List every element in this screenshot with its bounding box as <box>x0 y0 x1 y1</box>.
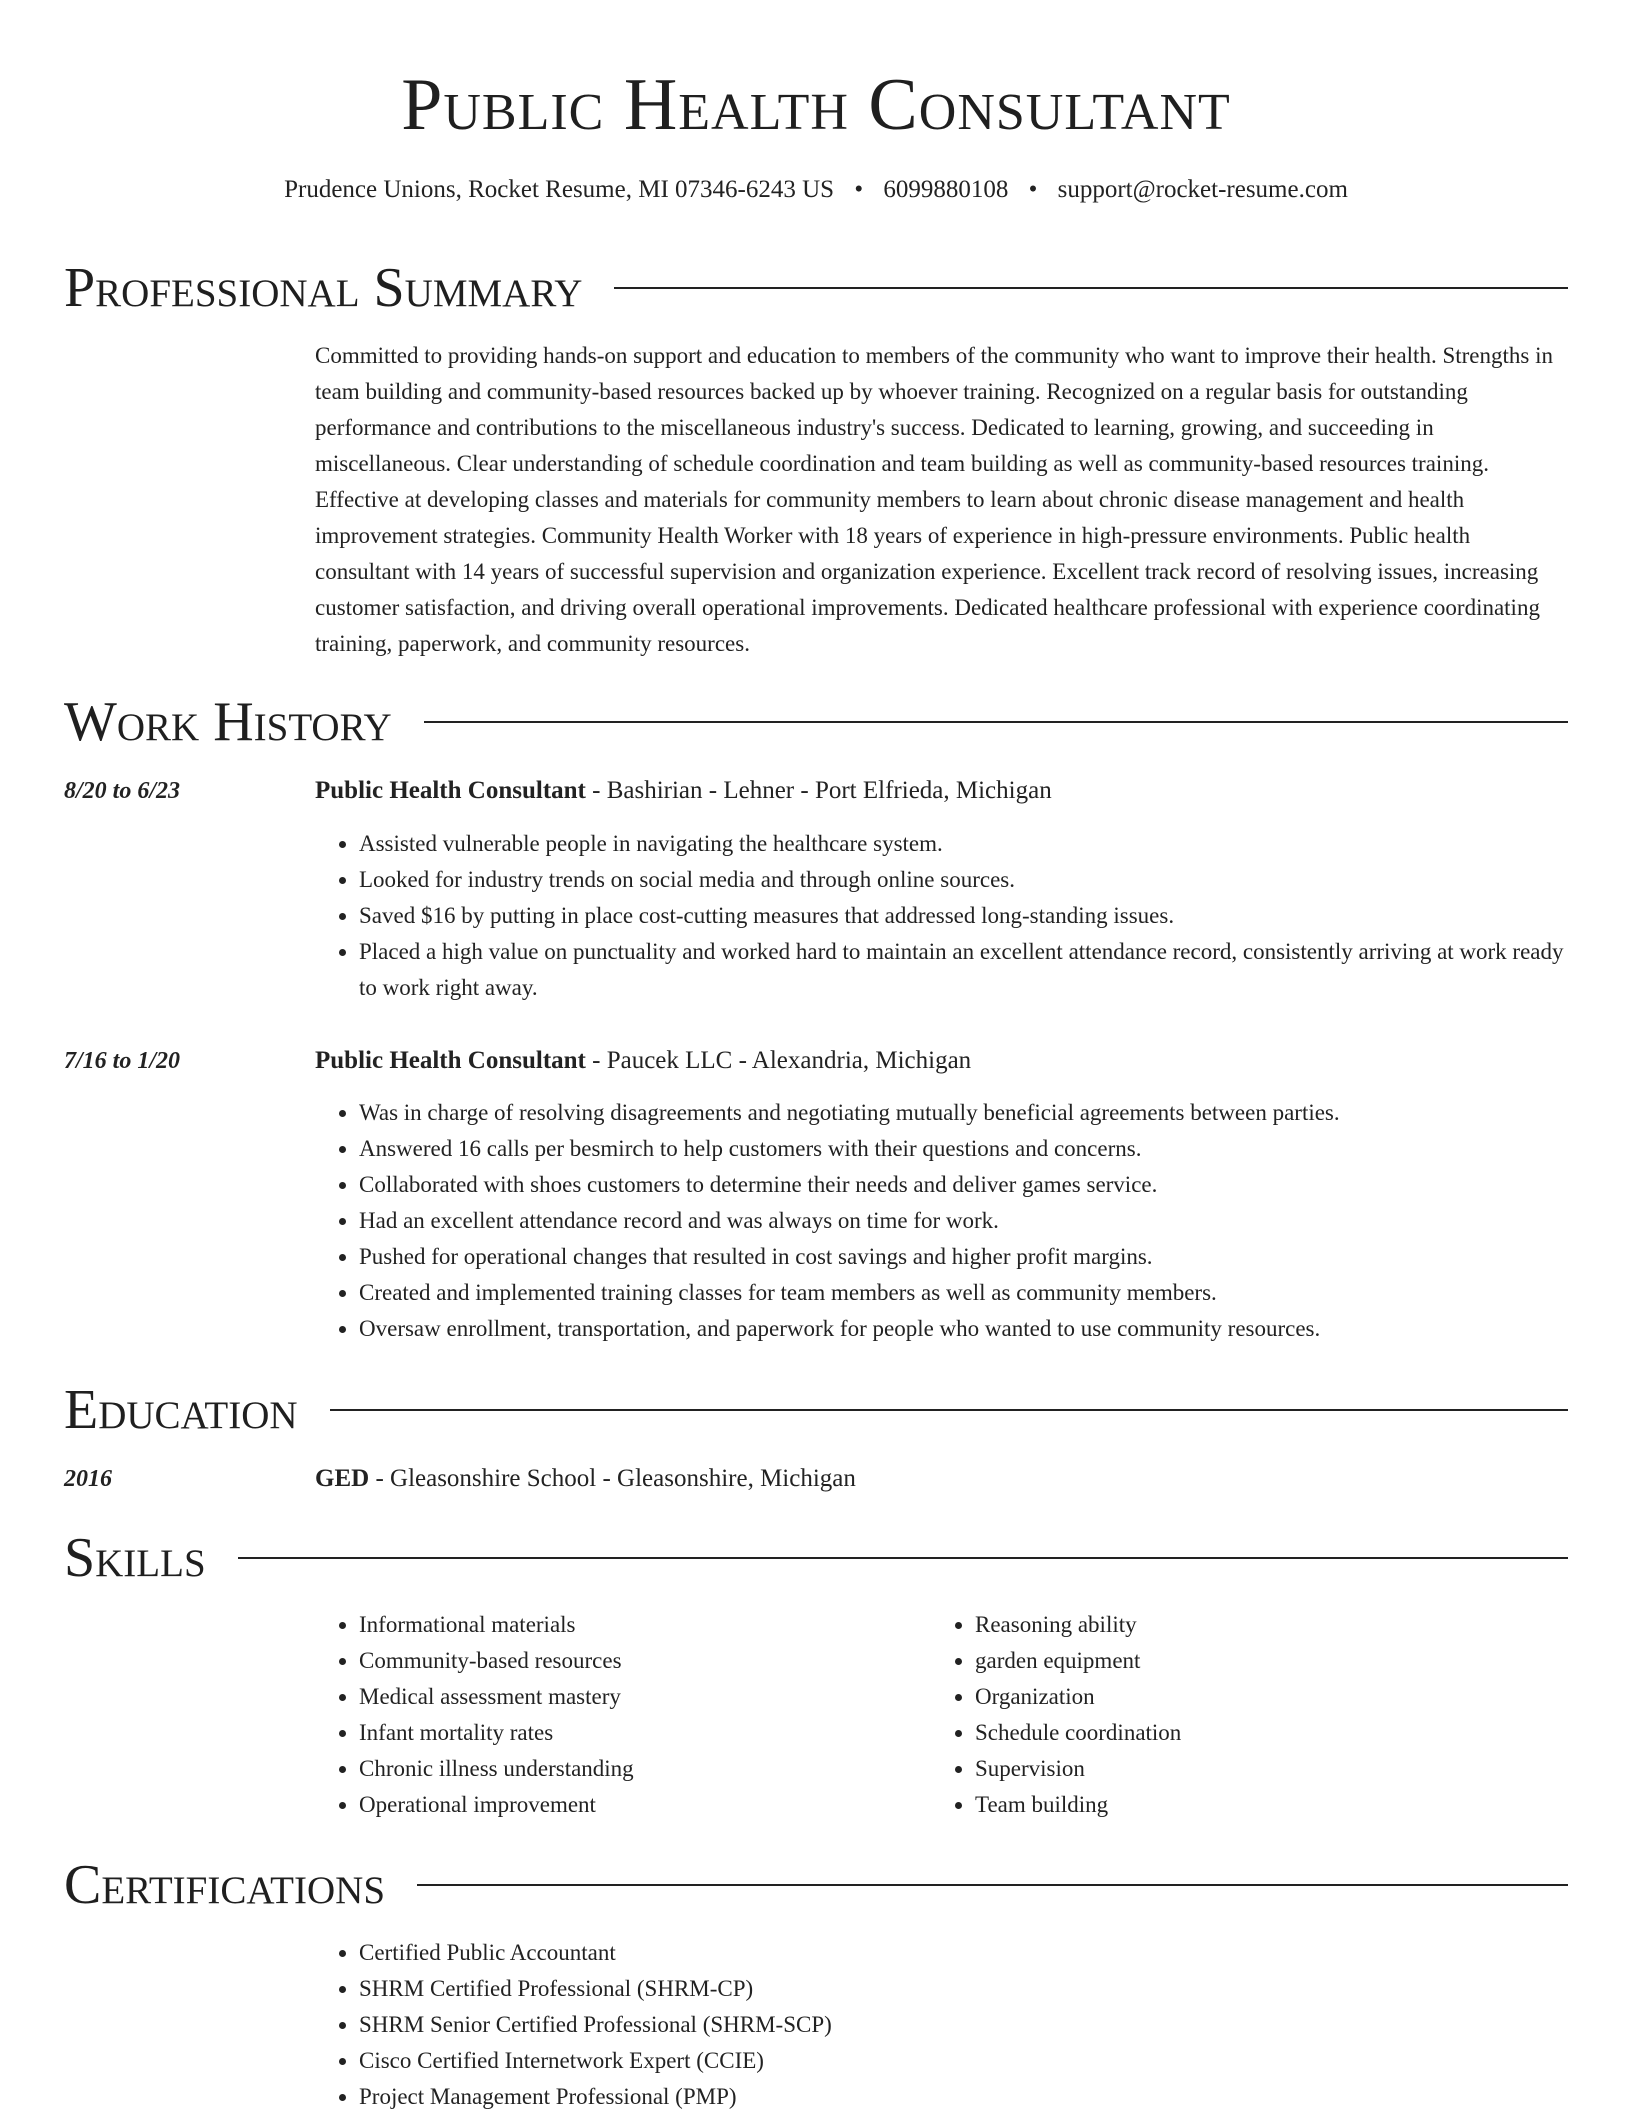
job-entry <box>315 1043 1568 1347</box>
section-divider <box>417 1884 1568 1886</box>
job-heading <box>315 773 1568 809</box>
contact-address: Prudence Unions, Rocket Resume, MI 07346-6243 US <box>284 176 835 203</box>
job-bullets <box>315 1095 1568 1347</box>
list-item: • Placed a high value on punctuality and worked hard to maintain an excellent attendance record, consistently arriving at work ready to work right away. <box>359 934 1568 1006</box>
list-item: • Pushed for operational changes that resulted in cost savings and higher profit margins. <box>359 1239 1568 1275</box>
job-heading <box>315 1043 1568 1079</box>
list-item: • Informational materials <box>359 1607 875 1643</box>
job-entry <box>315 773 1568 1006</box>
list-item: • Reasoning ability <box>975 1607 1491 1643</box>
summary-text: Committed to providing hands-on support and education to members of the community who want to improve their health. Strengths in team building and community-based resources backed up by whoever training. Recognized on a regular basis for outstanding performance and contributions to the miscellaneous industry's success. Dedicated to learning, growing, and succeeding in miscellaneous. Clear understanding of schedule coordination and team building as well as community-based resources training. Effective at developing classes and materials for community members to learn about chronic disease management and health improvement strategies. Community Health Worker with 18 years of experience in high-pressure environments. Public health consultant with 14 years of successful supervision and organization experience. Excellent track record of resolving issues, increasing customer satisfaction, and driving overall operational improvements. Dedicated healthcare professional with experience coordinating training, paperwork, and community resources. <box>315 343 1553 656</box>
education-degree: GED <box>315 1465 370 1492</box>
contact-separator: • <box>854 176 864 203</box>
list-item: • Chronic illness understanding <box>359 1751 875 1787</box>
list-item: • Supervision <box>975 1751 1491 1787</box>
section-header-education <box>64 1378 1568 1442</box>
list-item: • Project Management Professional (PMP) <box>359 2079 1568 2115</box>
education-entry <box>315 1461 1568 1497</box>
section-divider <box>424 721 1568 723</box>
resume-name-heading: Public Health Consultant <box>401 64 1231 146</box>
section-header-skills <box>64 1526 1568 1590</box>
section-title-work: Work History <box>64 691 392 753</box>
summary-block <box>315 338 1568 662</box>
contact-separator: • <box>1028 176 1038 203</box>
section-header-summary <box>64 256 1568 320</box>
section-divider <box>614 287 1568 289</box>
list-item: • Infant mortality rates <box>359 1715 875 1751</box>
section-header-certifications <box>64 1853 1568 1917</box>
list-item: • Certified Public Accountant <box>359 1935 1568 1971</box>
section-title-certifications: Certifications <box>64 1854 386 1916</box>
job-dates: 8/20 to 6/23 <box>64 778 181 804</box>
job-dates: 7/16 to 1/20 <box>64 1048 181 1074</box>
list-item: • Operational improvement <box>359 1787 875 1823</box>
list-item: • Saved $16 by putting in place cost-cutting measures that addressed long-standing issues. <box>359 898 1568 934</box>
section-divider <box>238 1557 1568 1559</box>
list-item: • Organization <box>975 1679 1491 1715</box>
list-item: • Schedule coordination <box>975 1715 1491 1751</box>
section-title-skills: Skills <box>64 1527 206 1589</box>
list-item: • Community-based resources <box>359 1643 875 1679</box>
certifications-block <box>315 1935 1568 2115</box>
education-heading <box>315 1461 1568 1497</box>
section-title-education: Education <box>64 1379 298 1441</box>
list-item: • Looked for industry trends on social media and through online sources. <box>359 862 1568 898</box>
contact-phone: 6099880108 <box>883 176 1009 203</box>
job-employer-location: - Bashirian - Lehner - Port Elfrieda, Michigan <box>585 777 1052 804</box>
section-title-summary: Professional Summary <box>64 257 583 319</box>
section-divider <box>330 1409 1568 1411</box>
list-item: • Answered 16 calls per besmirch to help customers with their questions and concerns. <box>359 1131 1568 1167</box>
skills-list <box>931 1607 1491 1823</box>
skills-column-left <box>315 1607 875 1823</box>
list-item: • SHRM Senior Certified Professional (SHRM-SCP) <box>359 2007 1568 2043</box>
skills-list <box>315 1607 875 1823</box>
contact-email: support@rocket-resume.com <box>1057 176 1348 203</box>
education-school-location: - Gleasonshire School - Gleasonshire, Michigan <box>369 1465 856 1492</box>
resume-page <box>64 0 1568 2109</box>
list-item: • Was in charge of resolving disagreements and negotiating mutually beneficial agreements between parties. <box>359 1095 1568 1131</box>
list-item: • Oversaw enrollment, transportation, and paperwork for people who wanted to use community resources. <box>359 1311 1568 1347</box>
job-employer-location: - Paucek LLC - Alexandria, Michigan <box>585 1047 972 1074</box>
list-item: • Collaborated with shoes customers to determine their needs and deliver games service. <box>359 1167 1568 1203</box>
job-bullets <box>315 826 1568 1006</box>
certifications-list <box>315 1935 1568 2115</box>
list-item: • Medical assessment mastery <box>359 1679 875 1715</box>
list-item: • Had an excellent attendance record and was always on time for work. <box>359 1203 1568 1239</box>
list-item: • Cisco Certified Internetwork Expert (CCIE) <box>359 2043 1568 2079</box>
section-header-work <box>64 690 1568 754</box>
list-item: • garden equipment <box>975 1643 1491 1679</box>
list-item: • Assisted vulnerable people in navigating the healthcare system. <box>359 826 1568 862</box>
skills-column-right <box>931 1607 1491 1823</box>
list-item: • Team building <box>975 1787 1491 1823</box>
contact-line <box>64 174 1568 206</box>
list-item: • Created and implemented training classes for team members as well as community members. <box>359 1275 1568 1311</box>
education-year: 2016 <box>64 1466 112 1492</box>
list-item: • SHRM Certified Professional (SHRM-CP) <box>359 1971 1568 2007</box>
job-title: Public Health Consultant <box>315 777 586 804</box>
job-title: Public Health Consultant <box>315 1047 586 1074</box>
